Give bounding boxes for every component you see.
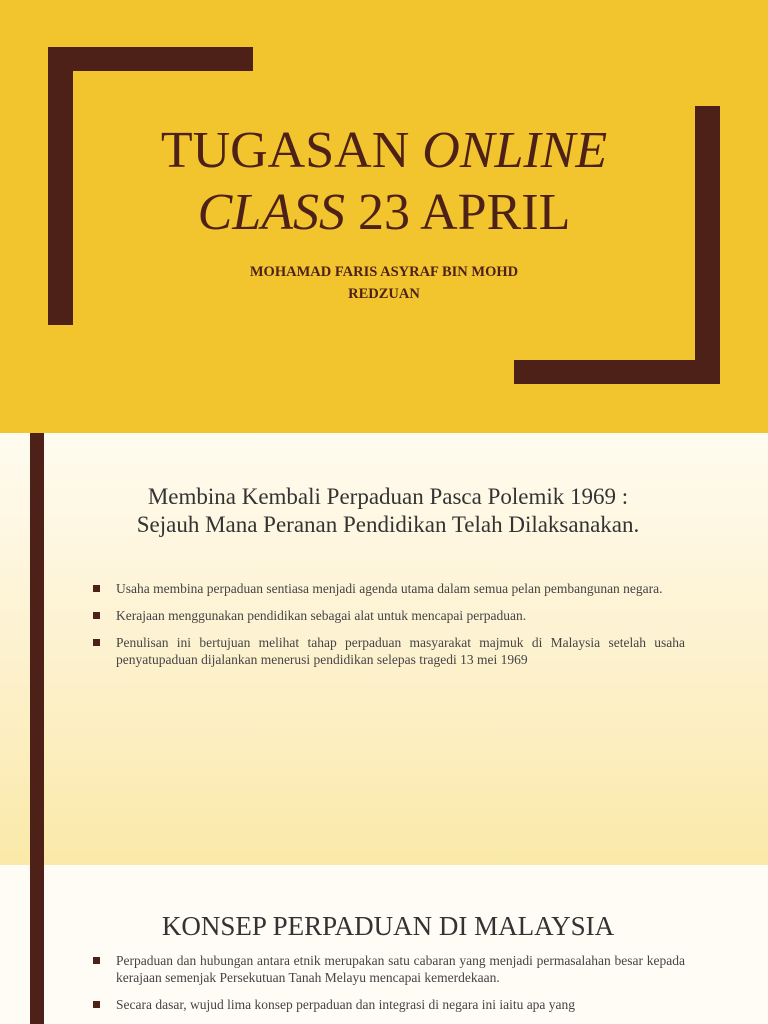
bottom-right-bracket-horizontal [514,360,720,384]
bullet-text: Secara dasar, wujud lima konsep perpaduan dan integrasi di negara ini iaitu apa yang [116,997,576,1012]
square-bullet-icon [93,957,100,964]
top-left-bracket-horizontal [48,47,253,71]
bullet-text: Usaha membina perpaduan sentiasa menjadi agenda utama dalam semua pelan pembangunan negara. [116,581,663,596]
square-bullet-icon [93,1001,100,1008]
list-item [90,580,685,597]
bullet-text: Perpaduan dan hubungan antara etnik merupakan satu cabaran yang menjadi permasalahan besar kepada kerajaan semenjak Persekutuan Tanah Melayu mencapai kemerdekaan. [116,953,685,985]
author-line-1: MOHAMAD FARIS ASYRAF BIN MOHD [249,264,519,280]
heading-line-1: Membina Kembali Perpaduan Pasca Polemik 1969 : [147,484,629,509]
square-bullet-icon [93,585,100,592]
bullet-text: Kerajaan menggunakan pendidikan sebagai alat untuk mencapai perpaduan. [116,608,527,623]
title-italic-2: CLASS [197,184,345,241]
bullet-list [90,952,685,1023]
list-item [90,996,685,1013]
bullet-list [90,580,685,678]
slide-heading: KONSEP PERPADUAN DI MALAYSIA [161,911,615,941]
title-text-1: TUGASAN [160,122,423,179]
slide-heading [80,483,696,539]
presentation-title [60,120,708,244]
square-bullet-icon [93,612,100,619]
content-slide-2 [0,865,768,1024]
author-name [180,261,588,305]
title-italic-1: ONLINE [422,122,608,179]
heading-line-2: Sejauh Mana Peranan Pendidikan Telah Dilaksanakan. [136,512,640,537]
title-text-2: 23 APRIL [345,184,571,241]
author-line-2: REDZUAN [348,286,420,302]
bullet-text: Penulisan ini bertujuan melihat tahap perpaduan masyarakat majmuk di Malaysia setelah usaha penyatupaduan dijalankan menerusi pendidikan selepas tragedi 13 mei 1969 [116,635,685,667]
list-item [90,952,685,986]
list-item [90,607,685,624]
list-item [90,634,685,668]
square-bullet-icon [93,639,100,646]
slide-accent-bar [30,865,44,1024]
slide-accent-bar [30,433,44,865]
title-slide [0,0,768,433]
content-slide-1 [0,433,768,865]
